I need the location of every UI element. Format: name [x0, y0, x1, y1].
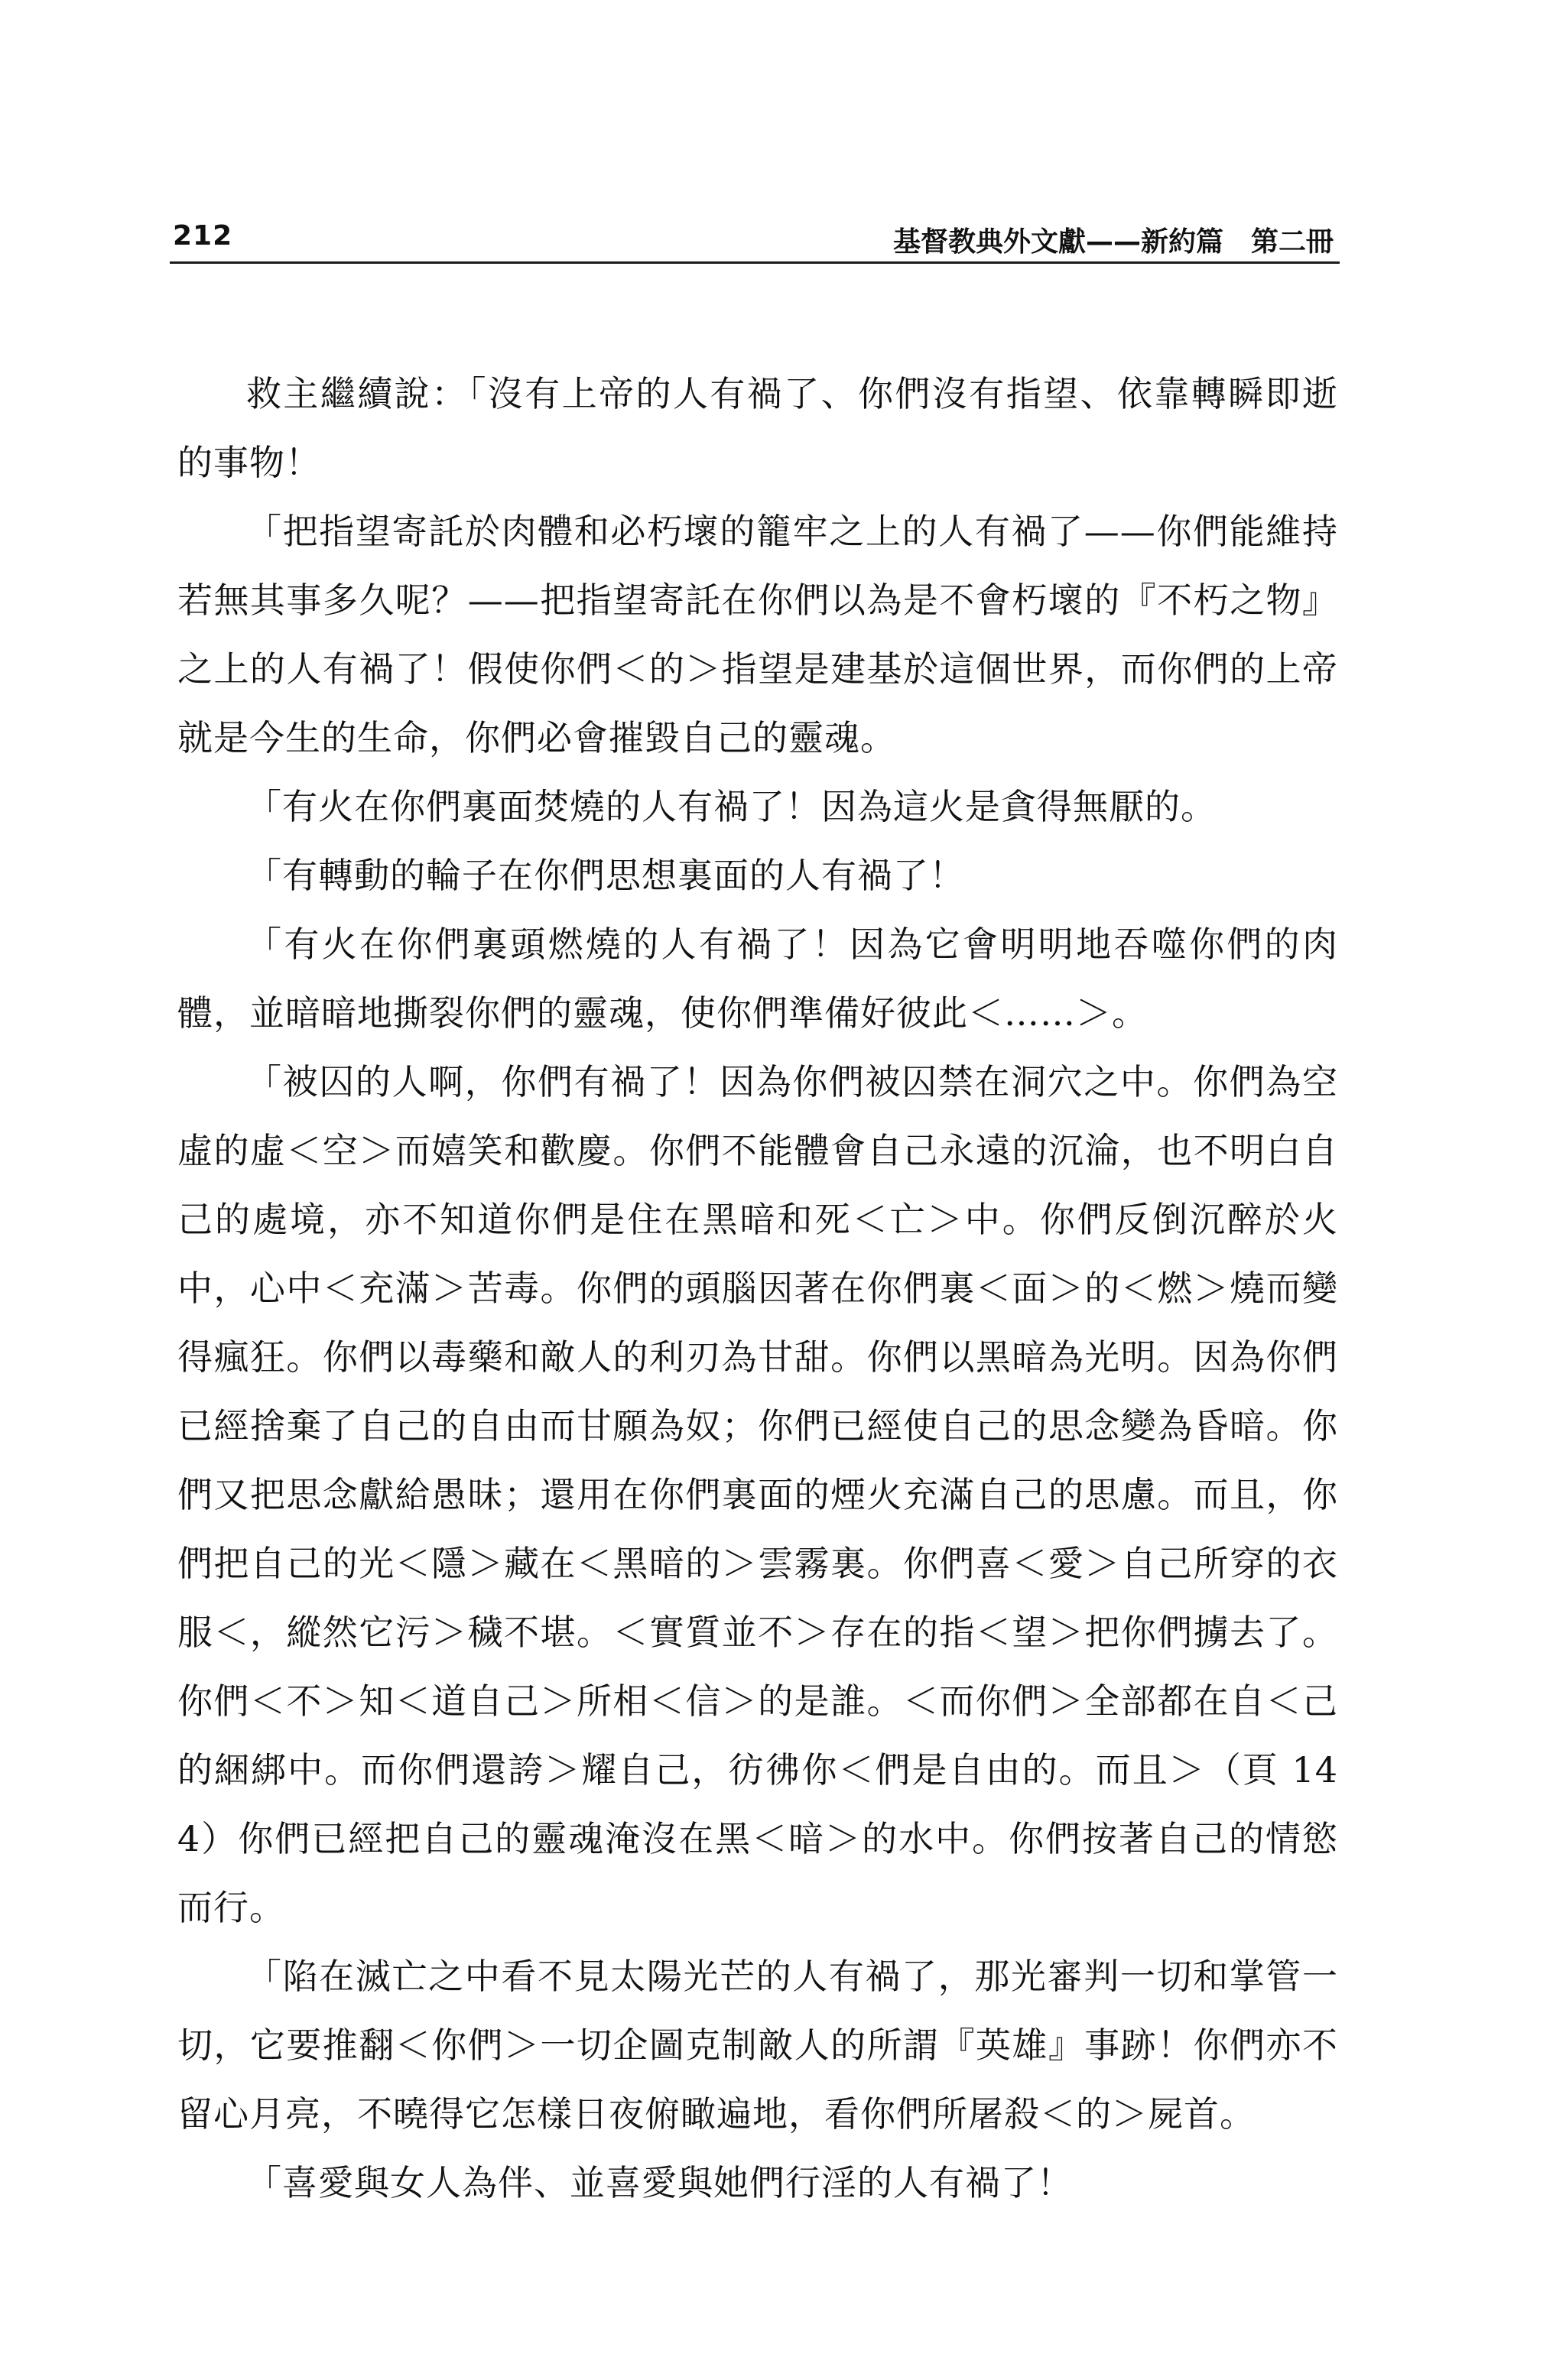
paragraph-5: 「有火在你們裏頭燃燒的人有禍了！因為它會明明地吞噬你們的肉體，並暗暗地撕裂你們的靈魂，使你們準備好彼此＜……＞。: [177, 924, 1338, 1034]
page-number: 212: [173, 220, 233, 252]
running-title: 基督教典外文獻——新約篇 第二冊: [892, 226, 1334, 258]
page-header: [170, 214, 1340, 264]
paragraph-3: 「有火在你們裏面焚燒的人有禍了！因為這火是貪得無厭的。: [246, 786, 1217, 827]
paragraph-2: 「把指望寄託於肉體和必朽壞的籠牢之上的人有禍了——你們能維持若無其事多久呢？——把指望寄託在你們以為是不會朽壞的『不朽之物』之上的人有禍了！假使你們＜的＞指望是建基於這個世界，而你們的上帝就是今生的生命，你們必會摧毀自己的靈魂。: [177, 511, 1338, 758]
paragraph-4: 「有轉動的輪子在你們思想裏面的人有禍了！: [246, 855, 965, 896]
main-text: [177, 359, 1338, 2217]
paragraph-1: 救主繼續說：「沒有上帝的人有禍了、你們沒有指望、依靠轉瞬即逝的事物！: [177, 373, 1338, 483]
paragraph-6: 「被囚的人啊，你們有禍了！因為你們被囚禁在洞穴之中。你們為空虛的虛＜空＞而嬉笑和歡慶。你們不能體會自己永遠的沉淪，也不明白自己的處境，亦不知道你們是住在黑暗和死＜亡＞中。你們反倒沉醉於火中，心中＜充滿＞苦毒。你們的頭腦因著在你們裏＜面＞的＜燃＞燒而變得瘋狂。你們以毒藥和敵人的利刃為甘甜。你們以黑暗為光明。因為你們已經捨棄了自己的自由而甘願為奴；你們已經使自己的思念變為昏暗。你們又把思念獻給愚昧；還用在你們裏面的煙火充滿自己的思慮。而且，你們把自己的光＜隱＞藏在＜黑暗的＞雲霧裏。你們喜＜愛＞自己所穿的衣服＜，縱然它污＞穢不堪。＜實質並不＞存在的指＜望＞把你們擄去了。你們＜不＞知＜道自己＞所相＜信＞的是誰。＜而你們＞全部都在自＜己的綑綁中。而你們還誇＞耀自己，彷彿你＜們是自由的。而且＞（頁 144）你們已經把自己的靈魂淹沒在黑＜暗＞的水中。你們按著自己的情慾而行。: [177, 1061, 1338, 1928]
paragraph-7: 「陷在滅亡之中看不見太陽光芒的人有禍了，那光審判一切和掌管一切，它要推翻＜你們＞一切企圖克制敵人的所謂『英雄』事跡！你們亦不留心月亮，不曉得它怎樣日夜俯瞰遍地，看你們所屠殺＜的＞屍首。: [177, 1956, 1338, 2135]
paragraph-8: 「喜愛與女人為伴、並喜愛與她們行淫的人有禍了！: [246, 2162, 1073, 2203]
